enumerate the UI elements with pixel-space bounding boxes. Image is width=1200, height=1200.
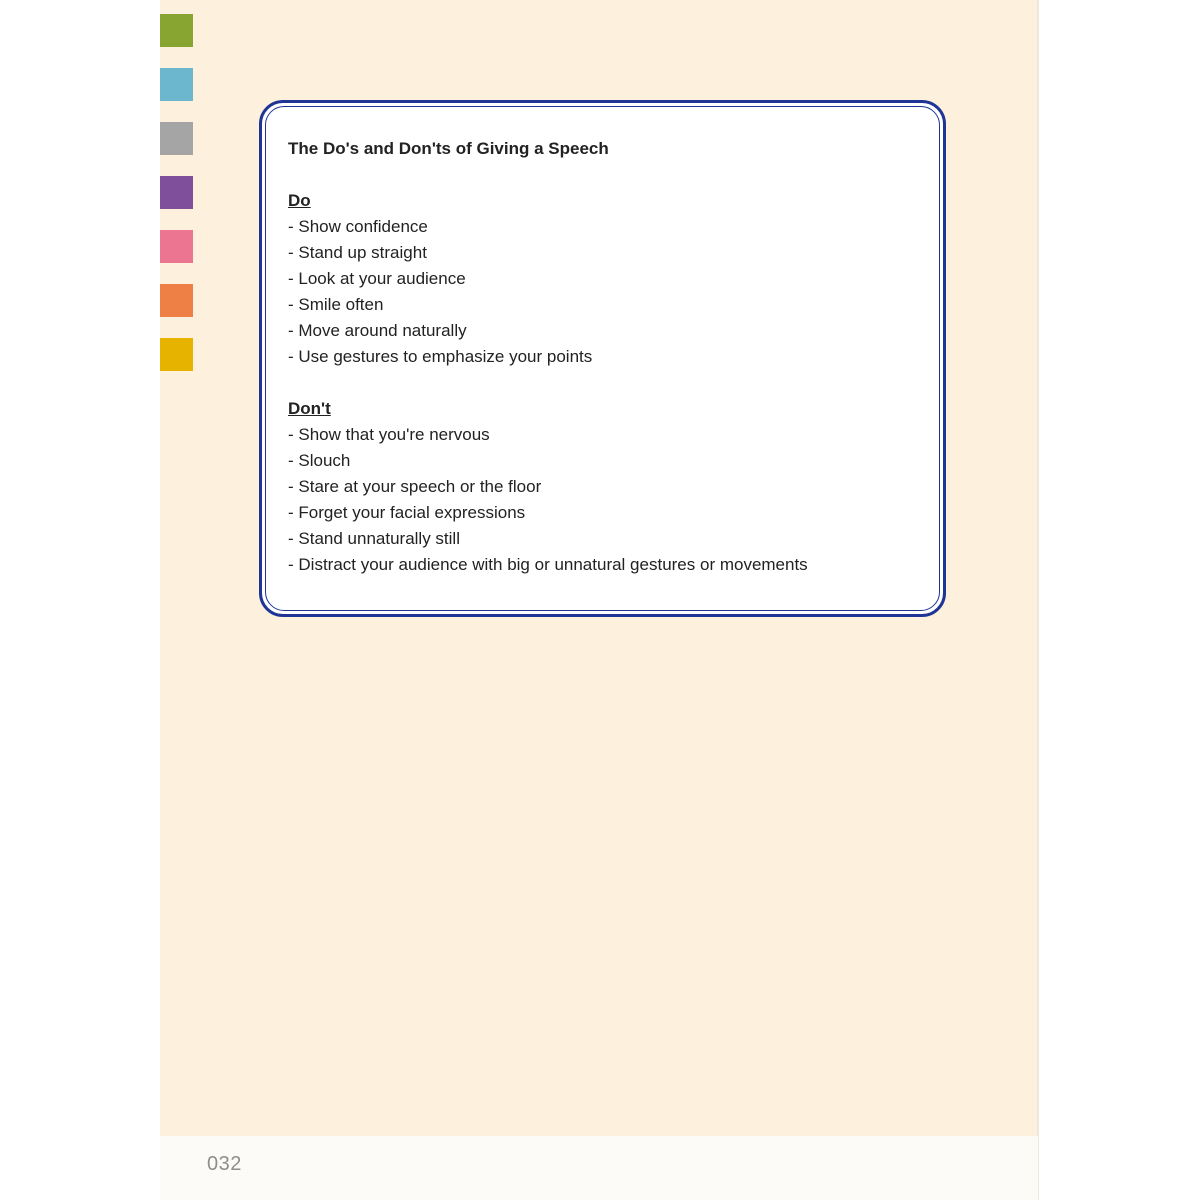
color-tab-green[interactable] [160,14,193,47]
color-tab-blue[interactable] [160,68,193,101]
card-content [288,136,923,604]
do-heading: Do [288,191,311,210]
list-item: - Stand up straight [288,243,427,262]
dont-heading: Don't [288,399,331,418]
list-item: - Stand unnaturally still [288,529,460,548]
list-item: - Look at your audience [288,269,466,288]
list-item: - Stare at your speech or the floor [288,477,542,496]
page-footer [160,1136,1038,1200]
do-section [288,188,923,370]
list-item: - Distract your audience with big or unnatural gestures or movements [288,555,808,574]
color-tabs [160,14,194,392]
color-tab-gray[interactable] [160,122,193,155]
card-title: The Do's and Don'ts of Giving a Speech [288,139,609,158]
list-item: - Slouch [288,451,351,470]
list-item: - Use gestures to emphasize your points [288,347,593,366]
list-item: - Forget your facial expressions [288,503,526,522]
page-number: 032 [207,1153,242,1175]
list-item: - Smile often [288,295,384,314]
color-tab-purple[interactable] [160,176,193,209]
color-tab-orange[interactable] [160,284,193,317]
list-item: - Move around naturally [288,321,467,340]
color-tab-yellow[interactable] [160,338,193,371]
speech-tips-card [259,100,946,617]
list-item: - Show confidence [288,217,428,236]
dont-section [288,396,923,578]
list-item: - Show that you're nervous [288,425,490,444]
page-edge-divider [1037,0,1039,1200]
color-tab-pink[interactable] [160,230,193,263]
